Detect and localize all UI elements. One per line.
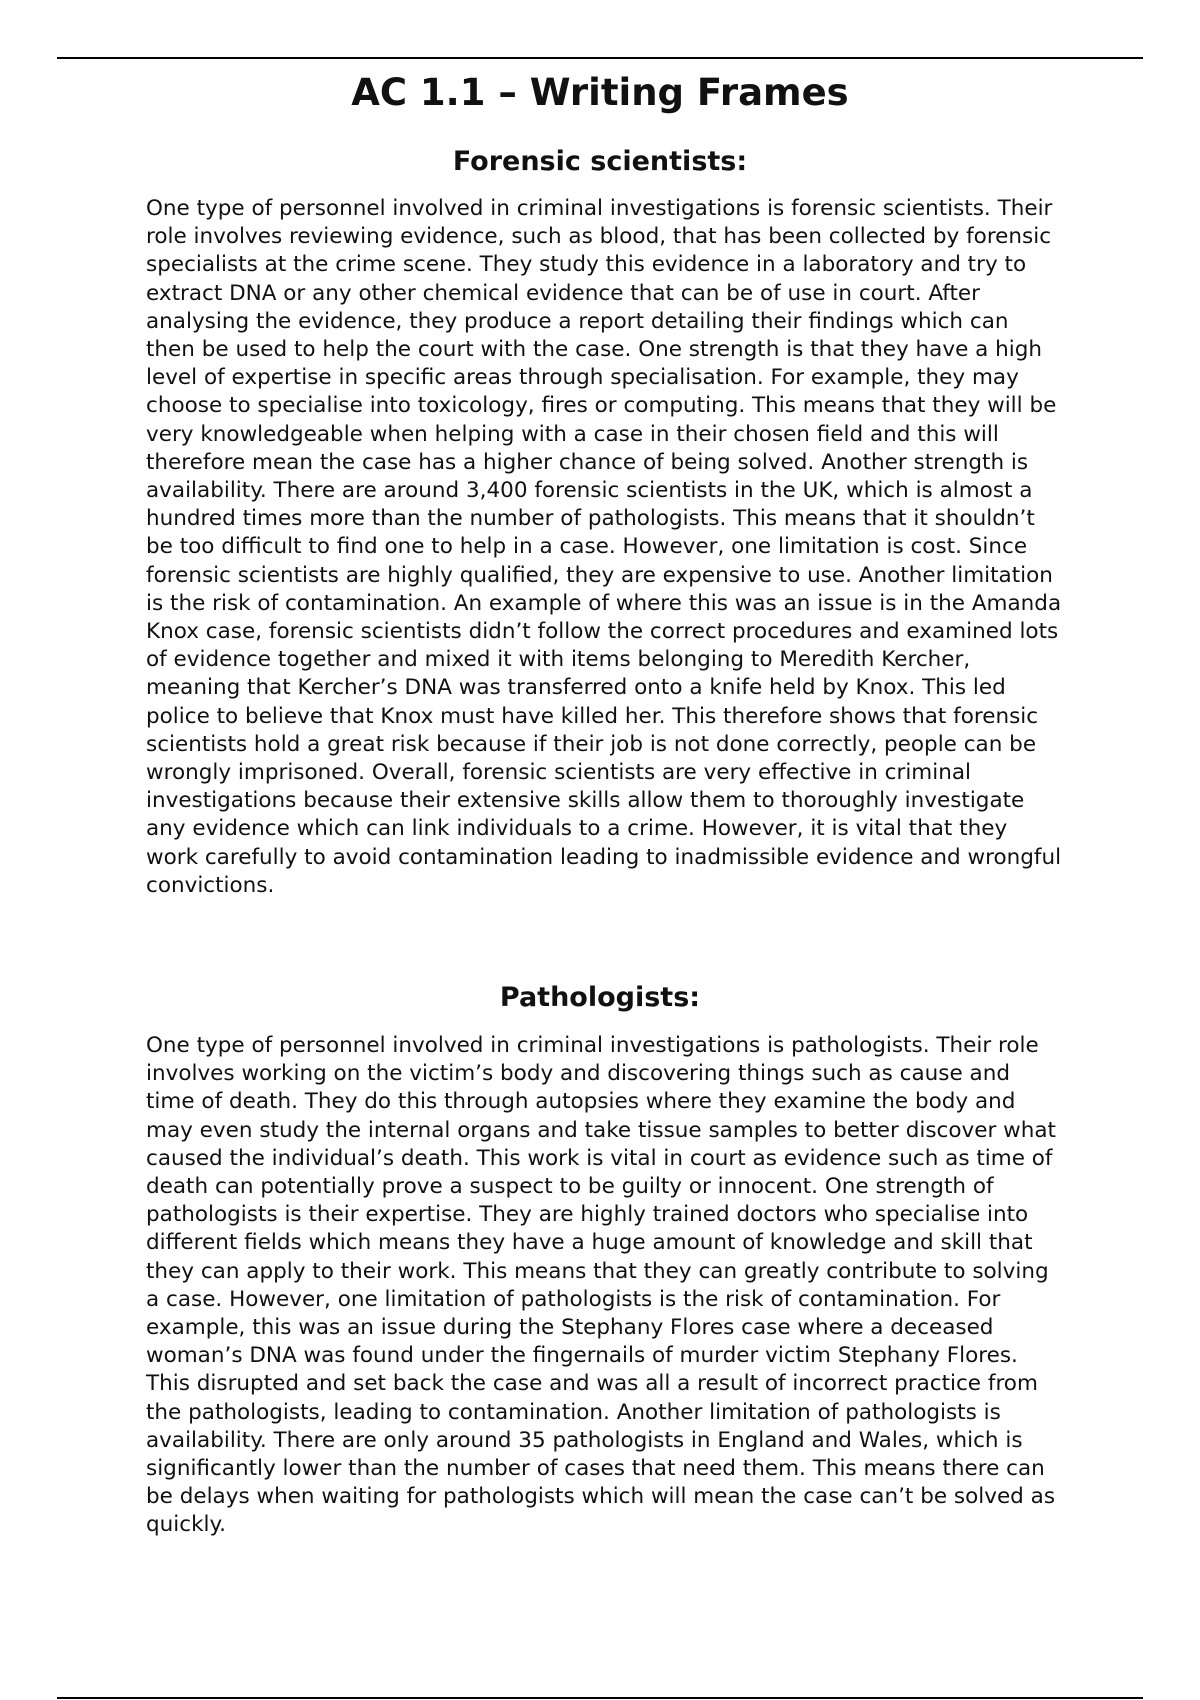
footer-rule	[57, 1697, 1143, 1699]
header-rule	[57, 57, 1143, 59]
section-heading-forensic-scientists: Forensic scientists:	[452, 146, 748, 177]
section-body-forensic-scientists: One type of personnel involved in criminal investigations is forensic scientists. Their role involves reviewing evidence, such as blood, that has been collected by forensic specialists at the crime scene. They study this evidence in a laboratory and try to extract DNA or any other chemical evidence that can be of use in court. After analysing the evidence, they produce a report detailing their findings which can then be used to help the court with the case. One strength is that they have a high level of expertise in specific areas through specialisation. For example, they may choose to specialise into toxicology, fires or computing. This means that they will be very knowledgeable when helping with a case in their chosen field and this will therefore mean the case has a higher chance of being solved. Another strength is availability. There are around 3,400 forensic scientists in the UK, which is almost a hundred times more than the number of pathologists. This means that it shouldn’t be too difficult to find one to help in a case. However, one limitation is cost. Since forensic scientists are highly qualified, they are expensive to use. Another limitation is the risk of contamination. An example of where this was an issue is in the Amanda Knox case, forensic scientists didn’t follow the correct procedures and examined lots of evidence together and mixed it with items belonging to Meredith Kercher, meaning that Kercher’s DNA was transferred onto a knife held by Knox. This led police to believe that Knox must have killed her. This therefore shows that forensic scientists hold a great risk because if their job is not done correctly, people can be wrongly imprisoned. Overall, forensic scientists are very effective in criminal investigations because their extensive skills allow them to thoroughly investigate any evidence which can link individuals to a crime. However, it is vital that they work carefully to avoid contamination leading to inadmissible evidence and wrongful convictions.	[146, 196, 1062, 898]
section-heading-pathologists: Pathologists:	[499, 982, 701, 1013]
page-title: AC 1.1 – Writing Frames	[351, 71, 849, 114]
section-body-pathologists: One type of personnel involved in criminal investigations is pathologists. Their role involves working on the victim’s body and discovering things such as cause and time of death. They do this through autopsies where they examine the body and may even study the internal organs and take tissue samples to better discover what caused the individual’s death. This work is vital in court as evidence such as time of death can potentially prove a suspect to be guilty or innocent. One strength of pathologists is their expertise. They are highly trained doctors who specialise into different fields which means they have a huge amount of knowledge and skill that they can apply to their work. This means that they can greatly contribute to solving a case. However, one limitation of pathologists is the risk of contamination. For example, this was an issue during the Stephany Flores case where a deceased woman’s DNA was found under the fingernails of murder victim Stephany Flores. This disrupted and set back the case and was all a result of incorrect practice from the pathologists, leading to contamination. Another limitation of pathologists is availability. There are only around 35 pathologists in England and Wales, which is significantly lower than the number of cases that need them. This means there can be delays when waiting for pathologists which will mean the case can’t be solved as quickly.	[146, 1033, 1056, 1538]
